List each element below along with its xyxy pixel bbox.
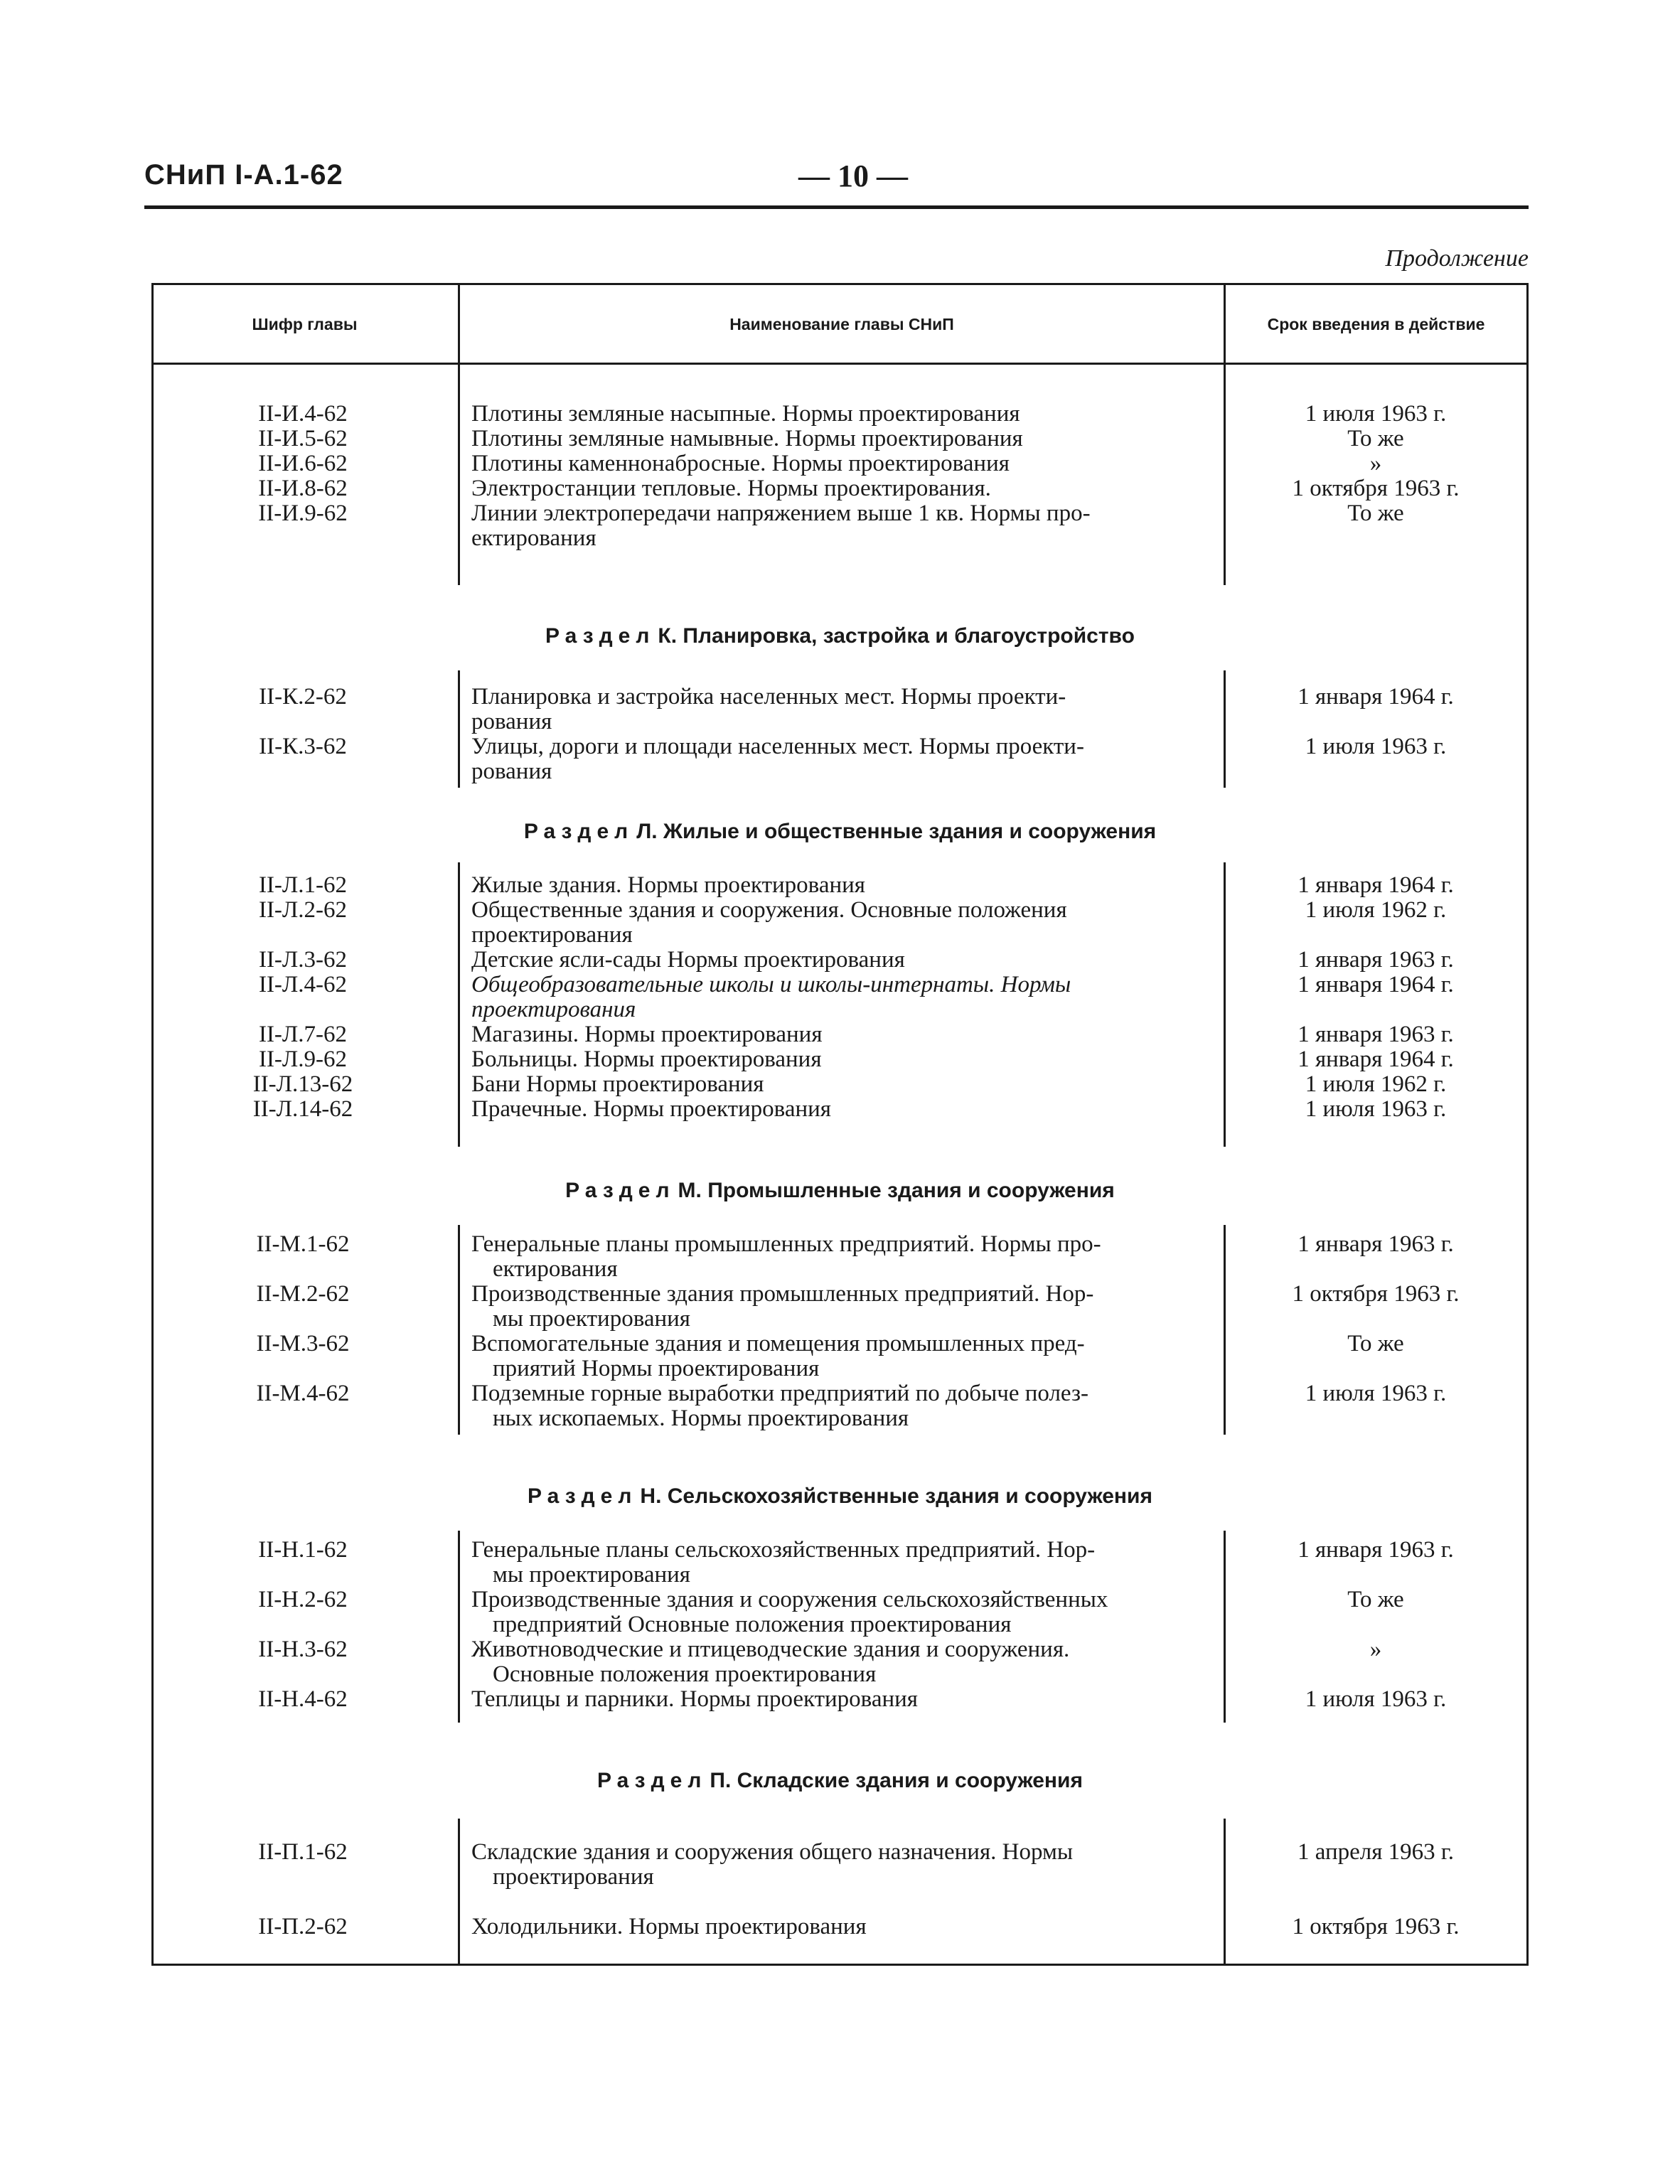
- chapter-code: II-Л.2-62: [258, 897, 348, 923]
- chapter-name-line1: Улицы, дороги и площади населенных мест. Нормы проекти-: [471, 734, 1084, 759]
- chapter-name-line2: проектирования: [493, 1864, 654, 1890]
- effective-date: То же: [1347, 1331, 1404, 1356]
- chapter-name-line2: рования: [471, 709, 552, 734]
- effective-date: 1 июля 1963 г.: [1305, 1381, 1447, 1406]
- effective-date: 1 января 1963 г.: [1298, 1537, 1454, 1563]
- chapter-name: [471, 973, 1353, 1022]
- continuation-label: Продолжение: [1385, 245, 1529, 272]
- chapter-code: II-И.5-62: [258, 426, 348, 451]
- chapter-name: Прачечные. Нормы проектирования: [471, 1096, 831, 1122]
- effective-date: 1 июля 1963 г.: [1305, 734, 1447, 759]
- chapter-name: Больницы. Нормы проектирования: [471, 1046, 822, 1072]
- effective-date: »: [1369, 1637, 1382, 1662]
- chapter-name-line2: Основные положения проектирования: [493, 1661, 877, 1687]
- col-sep: [458, 862, 460, 1147]
- column-header-name: Наименование главы СНиП: [729, 315, 954, 333]
- effective-date: То же: [1347, 500, 1404, 526]
- chapter-name-line1: Генеральные планы сельскохозяйственных предприятий. Нор-: [471, 1537, 1096, 1563]
- chapter-name: [471, 898, 1353, 948]
- section-heading: Н. Сельскохозяйственные здания и сооружения: [640, 1484, 1152, 1508]
- section-title-k: [151, 624, 1529, 648]
- chapter-code: II-К.2-62: [259, 684, 347, 710]
- chapter-name-line2: предприятий Основные положения проектирования: [493, 1612, 1012, 1637]
- chapter-name-line2: приятий Нормы проектирования: [493, 1356, 820, 1381]
- chapter-code: II-Л.4-62: [258, 972, 348, 997]
- section-heading: П. Складские здания и сооружения: [710, 1769, 1083, 1792]
- chapter-name: [471, 734, 1353, 784]
- section-label: Раздел: [528, 1484, 638, 1508]
- column-header-date: Срок введения в действие: [1267, 315, 1485, 333]
- chapter-name-line1: Вспомогательные здания и помещения промышленных пред-: [471, 1331, 1085, 1356]
- chapter-name: Плотины земляные насыпные. Нормы проектирования: [471, 401, 1020, 427]
- section-label: Раздел: [597, 1769, 707, 1792]
- chapter-code: II-Н.2-62: [258, 1587, 348, 1612]
- effective-date: 1 января 1963 г.: [1298, 1231, 1454, 1257]
- table-left-border: [151, 283, 154, 1966]
- effective-date: 1 октября 1963 г.: [1292, 1281, 1460, 1307]
- chapter-code: II-И.4-62: [258, 401, 348, 427]
- chapter-code: II-И.8-62: [258, 476, 348, 501]
- column-header-code: Шифр главы: [252, 315, 358, 333]
- chapter-name-line2: мы проектирования: [493, 1562, 690, 1588]
- effective-date: 1 января 1964 г.: [1298, 1046, 1454, 1072]
- chapter-code: II-М.3-62: [256, 1331, 350, 1356]
- effective-date: 1 июля 1963 г.: [1305, 401, 1447, 427]
- chapter-code: II-Л.7-62: [258, 1022, 348, 1047]
- chapter-name: [471, 1282, 1353, 1332]
- chapter-name: Электростанции тепловые. Нормы проектирования.: [471, 476, 991, 501]
- chapter-name: Теплицы и парники. Нормы проектирования: [471, 1686, 918, 1712]
- chapter-name-line2: мы проектирования: [493, 1306, 690, 1332]
- chapter-code: II-М.2-62: [256, 1281, 350, 1307]
- chapter-name: Плотины земляные намывные. Нормы проектирования: [471, 426, 1023, 451]
- chapter-code: II-Л.13-62: [252, 1071, 353, 1097]
- effective-date: То же: [1347, 426, 1404, 451]
- chapter-name: [471, 685, 1353, 734]
- chapter-name-line1: Производственные здания промышленных предприятий. Нор-: [471, 1281, 1094, 1307]
- section-heading: К. Планировка, застройка и благоустройство: [658, 624, 1135, 648]
- chapter-code: II-П.2-62: [258, 1914, 348, 1939]
- chapter-code: II-Л.1-62: [258, 872, 348, 898]
- section-label: Раздел: [565, 1179, 675, 1202]
- effective-date: 1 января 1964 г.: [1298, 872, 1454, 898]
- chapter-name-line1: Генеральные планы промышленных предприятий. Нормы про-: [471, 1231, 1101, 1257]
- chapter-name-line2: ектирования: [493, 1256, 618, 1282]
- section-heading: М. Промышленные здания и сооружения: [678, 1179, 1115, 1202]
- chapter-code: II-К.3-62: [259, 734, 347, 759]
- section-label: Раздел: [523, 820, 634, 843]
- chapter-code: II-И.9-62: [258, 500, 348, 526]
- chapter-name-line2: проектирования: [471, 997, 636, 1022]
- effective-date: 1 января 1964 г.: [1298, 684, 1454, 710]
- col-sep: [458, 1225, 460, 1435]
- chapter-code: II-Н.1-62: [258, 1537, 348, 1563]
- chapter-name: Магазины. Нормы проектирования: [471, 1022, 823, 1047]
- chapter-name: [471, 1538, 1353, 1588]
- table-bottom-rule: [151, 1964, 1529, 1966]
- col-sep: [458, 670, 460, 788]
- chapter-name-line2: проектирования: [471, 922, 633, 948]
- chapter-name: [471, 1381, 1353, 1431]
- chapter-name: Жилые здания. Нормы проектирования: [471, 872, 865, 898]
- section-label: Раздел: [545, 624, 656, 648]
- chapter-name: [471, 1232, 1353, 1282]
- chapter-code: II-Л.14-62: [252, 1096, 353, 1122]
- effective-date: 1 октября 1963 г.: [1292, 476, 1460, 501]
- section-title-n: [151, 1484, 1529, 1509]
- effective-date: 1 июля 1963 г.: [1305, 1686, 1447, 1712]
- effective-date: 1 января 1963 г.: [1298, 947, 1454, 973]
- chapter-name: [471, 501, 1353, 551]
- chapter-code: II-П.1-62: [258, 1839, 348, 1865]
- chapter-code: II-И.6-62: [258, 451, 348, 476]
- chapter-name: Детские ясли-сады Нормы проектирования: [471, 947, 905, 973]
- chapter-name-line1: Производственные здания и сооружения сельскохозяйственных: [471, 1587, 1108, 1612]
- chapter-name-line1: Линии электропередачи напряжением выше 1 кв. Нормы про-: [471, 500, 1091, 526]
- section-title-p: [151, 1769, 1529, 1793]
- col-sep: [458, 365, 460, 585]
- effective-date: 1 апреля 1963 г.: [1298, 1839, 1454, 1865]
- chapter-name: Плотины каменнонабросные. Нормы проектирования: [471, 451, 1010, 476]
- chapter-name: [471, 1840, 1353, 1890]
- chapter-name-line1: Планировка и застройка населенных мест. Нормы проекти-: [471, 684, 1066, 710]
- effective-date: »: [1369, 451, 1382, 476]
- chapter-name-line2: рования: [471, 759, 552, 784]
- chapter-name: [471, 1332, 1353, 1381]
- chapter-name-line2: ектирования: [471, 525, 596, 551]
- chapter-code: II-Н.4-62: [258, 1686, 348, 1712]
- chapter-name: Бани Нормы проектирования: [471, 1071, 764, 1097]
- header-rule: [144, 205, 1529, 209]
- chapter-name-line1: Подземные горные выработки предприятий по добыче полез-: [471, 1381, 1089, 1406]
- chapter-name-line1: Животноводческие и птицеводческие здания и сооружения.: [471, 1637, 1070, 1662]
- section-title-m: [151, 1179, 1529, 1203]
- chapter-name-line1: Общеобразовательные школы и школы-интернаты. Нормы: [471, 972, 1071, 997]
- chapter-code: II-Л.3-62: [258, 947, 348, 973]
- table-right-border: [1526, 283, 1529, 1966]
- chapter-name-line2: ных ископаемых. Нормы проектирования: [493, 1406, 909, 1431]
- effective-date: 1 января 1963 г.: [1298, 1022, 1454, 1047]
- effective-date: 1 июля 1962 г.: [1305, 897, 1447, 923]
- document-code: СНиП I-А.1-62: [144, 159, 343, 191]
- effective-date: 1 октября 1963 г.: [1292, 1914, 1460, 1939]
- chapter-name-line1: Общественные здания и сооружения. Основные положения: [471, 897, 1067, 923]
- chapter-code: II-М.1-62: [256, 1231, 350, 1257]
- chapter-name-line1: Складские здания и сооружения общего назначения. Нормы: [471, 1839, 1074, 1865]
- table-top-rule: [151, 283, 1529, 285]
- table-header-rule: [151, 363, 1529, 365]
- col-sep: [458, 1819, 460, 1964]
- snip-table: [151, 283, 1529, 1966]
- section-title-l: [151, 820, 1529, 844]
- effective-date: То же: [1347, 1587, 1404, 1612]
- chapter-code: II-М.4-62: [256, 1381, 350, 1406]
- chapter-code: II-Н.3-62: [258, 1637, 348, 1662]
- chapter-name: [471, 1637, 1353, 1687]
- chapter-name: [471, 1588, 1353, 1637]
- effective-date: 1 июля 1962 г.: [1305, 1071, 1447, 1097]
- effective-date: 1 января 1964 г.: [1298, 972, 1454, 997]
- chapter-name: Холодильники. Нормы проектирования: [471, 1914, 867, 1939]
- chapter-code: II-Л.9-62: [258, 1046, 348, 1072]
- effective-date: 1 июля 1963 г.: [1305, 1096, 1447, 1122]
- col-sep: [458, 1531, 460, 1723]
- page-number: — 10 —: [798, 159, 908, 193]
- section-heading: Л. Жилые и общественные здания и сооружения: [636, 820, 1157, 843]
